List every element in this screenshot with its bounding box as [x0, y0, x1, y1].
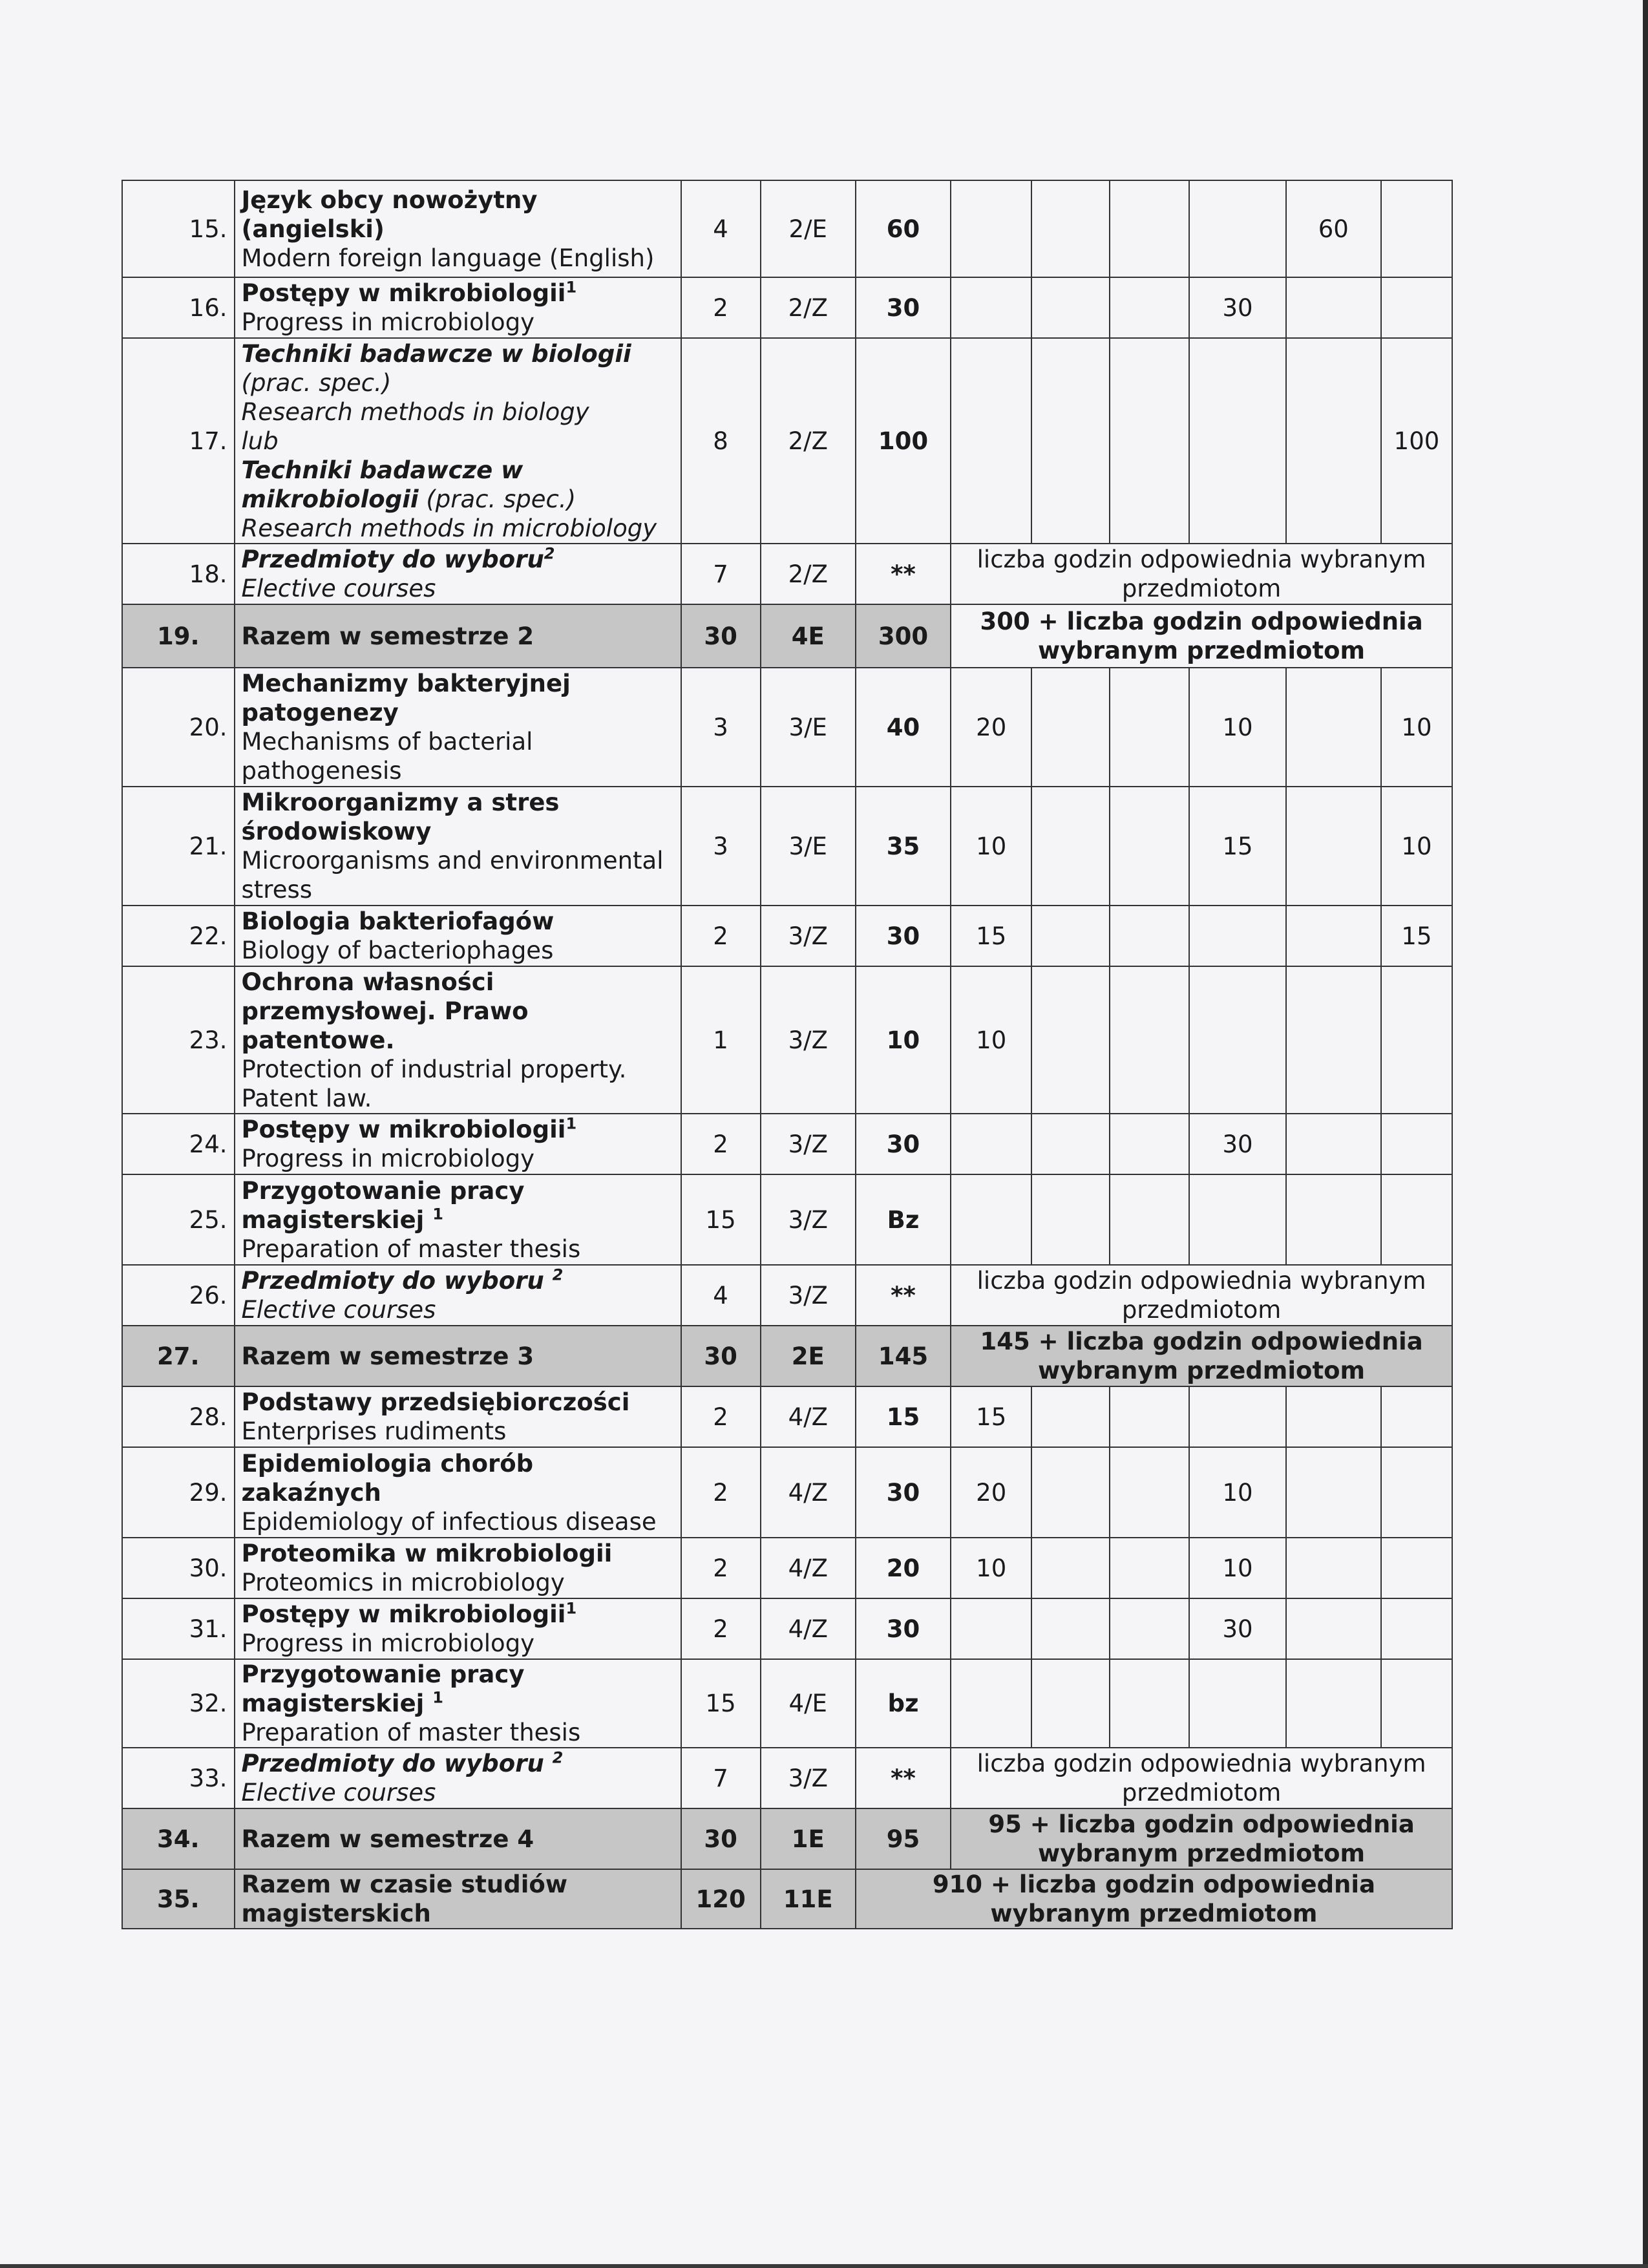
footnote-mark: 1 — [432, 1688, 443, 1707]
footnote-mark: 1 — [565, 1114, 577, 1133]
hours-cell — [1286, 1447, 1381, 1538]
hours-cell — [1031, 277, 1110, 338]
semester-cell: 2/Z — [761, 544, 856, 604]
semester-cell: 1E — [761, 1808, 856, 1869]
table-row — [122, 787, 1452, 906]
total-hours-cell: 30 — [856, 1598, 951, 1659]
hours-cell — [1031, 1114, 1110, 1174]
total-hours-cell: ** — [856, 1265, 951, 1326]
hours-cell — [1031, 787, 1110, 906]
summary-row — [122, 1326, 1452, 1386]
course-name-en-alt: Research methods in microbiology — [241, 514, 657, 542]
hours-cell — [1286, 1174, 1381, 1265]
semester-cell: 3/E — [761, 787, 856, 906]
row-number: 24. — [122, 1114, 235, 1174]
hours-cell — [1110, 1538, 1189, 1598]
row-number: 18. — [122, 544, 235, 604]
course-name-en: Elective courses — [241, 1779, 436, 1807]
course-name-en: Epidemiology of infectious disease — [241, 1507, 657, 1536]
semester-cell: 4/E — [761, 1659, 856, 1748]
row-number: 28. — [122, 1386, 235, 1447]
hours-cell — [1381, 966, 1452, 1114]
hours-cell — [1110, 668, 1189, 787]
total-hours-cell: Bz — [856, 1174, 951, 1265]
course-name-pl: Przygotowanie pracy magisterskiej $^1$ — [241, 1660, 525, 1717]
total-hours-cell: 30 — [856, 1447, 951, 1538]
hours-cell: 15 — [1189, 787, 1285, 906]
semester-cell: 3/Z — [761, 966, 856, 1114]
hours-cell: 30 — [1189, 1114, 1285, 1174]
hours-cell — [1031, 1598, 1110, 1659]
course-name-pl: Język obcy nowożytny (angielski) — [241, 185, 538, 243]
total-hours-cell: 20 — [856, 1538, 951, 1598]
course-name-pl: Mechanizmy bakteryjnej patogenezy — [241, 670, 571, 726]
course-name — [235, 1265, 681, 1326]
table-row — [122, 1538, 1452, 1598]
course-name — [235, 966, 681, 1114]
summary-label: Razem w semestrze 4 — [235, 1808, 681, 1869]
total-hours-cell: 30 — [856, 906, 951, 966]
hours-cell — [1189, 906, 1285, 966]
hours-cell — [951, 1659, 1031, 1748]
footnote-mark: 1 — [565, 1599, 577, 1618]
course-name-pl: Proteomika w mikrobiologii — [241, 1540, 613, 1567]
table-row — [122, 1748, 1452, 1808]
ects-cell: 1 — [681, 966, 761, 1114]
course-name — [235, 1748, 681, 1808]
semester-cell: 3/E — [761, 668, 856, 787]
hours-cell — [1381, 180, 1452, 277]
hours-cell — [1110, 787, 1189, 906]
course-name-pl: Techniki badawcze w biologii — [241, 339, 631, 368]
hours-cell — [1110, 1114, 1189, 1174]
hours-cell — [1110, 906, 1189, 966]
course-name-pl: Ochrona własności przemysłowej. Prawo patentowe. — [241, 968, 529, 1054]
course-name-en: Modern foreign language (English) — [241, 244, 655, 272]
table-row — [122, 1174, 1452, 1265]
row-number: 34. — [122, 1808, 235, 1869]
hours-cell: 30 — [1189, 277, 1285, 338]
row-number: 17. — [122, 338, 235, 544]
course-name-pl: Biologia bakteriofagów — [241, 907, 555, 935]
hours-cell — [951, 277, 1031, 338]
row-number: 22. — [122, 906, 235, 966]
hours-cell — [1286, 277, 1381, 338]
row-number: 23. — [122, 966, 235, 1114]
course-name-pl-alt: Techniki badawcze w mikrobiologii — [241, 456, 523, 513]
row-number: 35. — [122, 1869, 235, 1929]
hours-cell — [1031, 1386, 1110, 1447]
semester-cell: 4/Z — [761, 1386, 856, 1447]
semester-cell: 3/Z — [761, 1748, 856, 1808]
row-number: 31. — [122, 1598, 235, 1659]
hours-cell — [1286, 1659, 1381, 1748]
course-name-en: Protection of industrial property. Patent law. — [241, 1055, 627, 1112]
curriculum-table — [121, 180, 1453, 1929]
hours-cell — [1110, 1174, 1189, 1265]
hours-cell — [1286, 1598, 1381, 1659]
hours-cell: 10 — [951, 1538, 1031, 1598]
summary-label: Razem w semestrze 3 — [235, 1326, 681, 1386]
hours-cell — [1381, 1447, 1452, 1538]
hours-cell — [1381, 1659, 1452, 1748]
course-name-pl: Przygotowanie pracy magisterskiej $^1$ — [241, 1176, 525, 1234]
semester-cell: 2/E — [761, 180, 856, 277]
ects-cell: 120 — [681, 1869, 761, 1929]
table-row — [122, 1386, 1452, 1447]
course-name — [235, 1538, 681, 1598]
hours-cell — [1031, 180, 1110, 277]
hours-cell — [1189, 338, 1285, 544]
hours-cell: 10 — [1381, 668, 1452, 787]
hours-note: 145 + liczba godzin odpowiednia wybranym przedmiotom — [951, 1326, 1452, 1386]
course-name-pl: Przedmioty do wyboru$^2$ — [241, 544, 555, 573]
hours-cell: 10 — [951, 787, 1031, 906]
ects-cell: 4 — [681, 180, 761, 277]
semester-cell: 4E — [761, 604, 856, 668]
row-number: 27. — [122, 1326, 235, 1386]
course-name — [235, 1447, 681, 1538]
or-label: lub — [241, 427, 279, 455]
hours-cell — [1381, 1538, 1452, 1598]
table-row — [122, 544, 1452, 604]
hours-cell — [1286, 1538, 1381, 1598]
row-number: 21. — [122, 787, 235, 906]
hours-cell — [1110, 966, 1189, 1114]
ects-cell: 4 — [681, 1265, 761, 1326]
course-name — [235, 1598, 681, 1659]
footnote-mark: 1 — [432, 1205, 443, 1224]
total-hours-cell: ** — [856, 544, 951, 604]
course-name-pl: Postępy w mikrobiologii$^1$ — [241, 278, 577, 307]
semester-cell: 3/Z — [761, 906, 856, 966]
hours-cell: 100 — [1381, 338, 1452, 544]
row-number: 32. — [122, 1659, 235, 1748]
row-number: 33. — [122, 1748, 235, 1808]
ects-cell: 15 — [681, 1174, 761, 1265]
hours-cell — [1110, 1659, 1189, 1748]
total-hours-cell: 300 — [856, 604, 951, 668]
semester-cell: 4/Z — [761, 1598, 856, 1659]
ects-cell: 30 — [681, 1808, 761, 1869]
summary-label: Razem w czasie studiów magisterskich — [235, 1869, 681, 1929]
hours-cell — [1381, 1386, 1452, 1447]
hours-cell — [1031, 966, 1110, 1114]
total-hours-cell: 40 — [856, 668, 951, 787]
hours-cell — [1286, 787, 1381, 906]
total-hours-cell: 145 — [856, 1326, 951, 1386]
total-hours-cell: ** — [856, 1748, 951, 1808]
row-number: 29. — [122, 1447, 235, 1538]
hours-note: liczba godzin odpowiednia wybranym przedmiotom — [951, 1748, 1452, 1808]
hours-cell: 60 — [1286, 180, 1381, 277]
hours-cell — [1031, 906, 1110, 966]
hours-cell: 10 — [1189, 1538, 1285, 1598]
hours-cell — [1381, 1174, 1452, 1265]
hours-cell — [1189, 1386, 1285, 1447]
table-row — [122, 1598, 1452, 1659]
hours-cell — [951, 1114, 1031, 1174]
course-name — [235, 1659, 681, 1748]
course-name-pl: Podstawy przedsiębiorczości — [241, 1388, 630, 1416]
total-hours-cell: 15 — [856, 1386, 951, 1447]
total-hours-cell: 30 — [856, 277, 951, 338]
total-hours-cell: 60 — [856, 180, 951, 277]
row-number: 26. — [122, 1265, 235, 1326]
ects-cell: 2 — [681, 1538, 761, 1598]
footnote-mark: 2 — [552, 1748, 564, 1767]
course-name-en: Microorganisms and environmental stress — [241, 847, 664, 904]
hours-cell: 20 — [951, 668, 1031, 787]
course-name-en: Progress in microbiology — [241, 308, 535, 336]
hours-cell — [1110, 338, 1189, 544]
hours-cell — [1110, 1447, 1189, 1538]
hours-cell — [1110, 1386, 1189, 1447]
semester-cell: 3/Z — [761, 1114, 856, 1174]
hours-cell — [1286, 966, 1381, 1114]
table-row — [122, 668, 1452, 787]
course-name-pl: Mikroorganizmy a stres środowiskowy — [241, 789, 560, 845]
course-name-en: Enterprises rudiments — [241, 1417, 507, 1445]
hours-cell — [1110, 1598, 1189, 1659]
table-row — [122, 906, 1452, 966]
ects-cell: 8 — [681, 338, 761, 544]
hours-cell: 10 — [951, 966, 1031, 1114]
ects-cell: 2 — [681, 906, 761, 966]
hours-cell — [1031, 1659, 1110, 1748]
total-hours-cell: 95 — [856, 1808, 951, 1869]
course-type-note: (prac. spec.) — [241, 368, 392, 397]
course-name — [235, 1174, 681, 1265]
semester-cell: 2/Z — [761, 338, 856, 544]
ects-cell: 3 — [681, 787, 761, 906]
total-hours-cell: 10 — [856, 966, 951, 1114]
course-name-pl: Postępy w mikrobiologii$^1$ — [241, 1599, 577, 1628]
hours-cell — [1286, 1114, 1381, 1174]
summary-row — [122, 1808, 1452, 1869]
semester-cell: 2/Z — [761, 277, 856, 338]
hours-cell — [951, 1598, 1031, 1659]
course-name — [235, 906, 681, 966]
ects-cell: 3 — [681, 668, 761, 787]
hours-cell — [1286, 906, 1381, 966]
ects-cell: 30 — [681, 1326, 761, 1386]
summary-row — [122, 604, 1452, 668]
course-name-en: Biology of bacteriophages — [241, 937, 554, 964]
semester-cell: 4/Z — [761, 1538, 856, 1598]
course-name — [235, 338, 681, 544]
table-row — [122, 180, 1452, 277]
hours-cell: 15 — [951, 1386, 1031, 1447]
course-name — [235, 277, 681, 338]
table-row — [122, 1659, 1452, 1748]
total-hours-cell: 100 — [856, 338, 951, 544]
course-name-en: Progress in microbiology — [241, 1145, 535, 1172]
ects-cell: 2 — [681, 1386, 761, 1447]
hours-cell: 20 — [951, 1447, 1031, 1538]
course-name-en: Progress in microbiology — [241, 1629, 535, 1657]
hours-cell: 15 — [951, 906, 1031, 966]
hours-cell — [951, 1174, 1031, 1265]
hours-cell — [1286, 1386, 1381, 1447]
hours-cell — [1110, 180, 1189, 277]
row-number: 20. — [122, 668, 235, 787]
hours-cell — [1031, 1538, 1110, 1598]
course-name-pl: Przedmioty do wyboru $^2$ — [241, 1266, 564, 1295]
hours-cell — [1110, 277, 1189, 338]
course-name — [235, 180, 681, 277]
hours-note: 910 + liczba godzin odpowiednia wybranym przedmiotom — [856, 1869, 1452, 1929]
hours-cell — [1286, 668, 1381, 787]
hours-cell: 30 — [1189, 1598, 1285, 1659]
ects-cell: 2 — [681, 1598, 761, 1659]
hours-note: liczba godzin odpowiednia wybranym przedmiotom — [951, 1265, 1452, 1326]
course-type-note-alt: (prac. spec.) — [426, 485, 576, 513]
ects-cell: 7 — [681, 544, 761, 604]
row-number: 16. — [122, 277, 235, 338]
hours-cell — [1381, 277, 1452, 338]
total-hours-cell: 35 — [856, 787, 951, 906]
hours-cell — [1031, 338, 1110, 544]
scan-edge-right — [1643, 0, 1648, 2268]
course-name-pl: Epidemiologia chorób zakaźnych — [241, 1449, 534, 1507]
course-name — [235, 668, 681, 787]
hours-cell: 10 — [1189, 1447, 1285, 1538]
row-number: 30. — [122, 1538, 235, 1598]
course-name — [235, 1114, 681, 1174]
course-name-en: Elective courses — [241, 575, 436, 602]
semester-cell: 3/Z — [761, 1174, 856, 1265]
hours-cell — [1031, 1174, 1110, 1265]
row-number: 25. — [122, 1174, 235, 1265]
footnote-mark: 1 — [565, 278, 577, 297]
total-hours-cell: 30 — [856, 1114, 951, 1174]
course-name-en: Preparation of master thesis — [241, 1719, 581, 1746]
hours-cell — [1031, 668, 1110, 787]
hours-cell: 15 — [1381, 906, 1452, 966]
hours-cell — [1381, 1598, 1452, 1659]
hours-cell — [1189, 1174, 1285, 1265]
table-row — [122, 1447, 1452, 1538]
summary-row — [122, 1869, 1452, 1929]
hours-cell — [1189, 966, 1285, 1114]
hours-cell — [1189, 180, 1285, 277]
table-row — [122, 277, 1452, 338]
hours-note: 300 + liczba godzin odpowiednia wybranym przedmiotom — [951, 604, 1452, 668]
semester-cell: 3/Z — [761, 1265, 856, 1326]
hours-cell — [951, 180, 1031, 277]
hours-cell — [1286, 338, 1381, 544]
ects-cell: 2 — [681, 1447, 761, 1538]
table-row — [122, 966, 1452, 1114]
row-number: 19. — [122, 604, 235, 668]
course-name-en: Research methods in biology — [241, 397, 589, 426]
ects-cell: 2 — [681, 1114, 761, 1174]
ects-cell: 2 — [681, 277, 761, 338]
ects-cell: 15 — [681, 1659, 761, 1748]
course-name — [235, 544, 681, 604]
ects-cell: 30 — [681, 604, 761, 668]
course-name-pl: Przedmioty do wyboru $^2$ — [241, 1748, 564, 1777]
footnote-mark: 2 — [544, 544, 555, 563]
course-name-en: Mechanisms of bacterial pathogenesis — [241, 728, 533, 785]
scan-edge-bottom — [0, 2264, 1648, 2268]
table-row — [122, 338, 1452, 544]
semester-cell: 4/Z — [761, 1447, 856, 1538]
hours-cell — [1031, 1447, 1110, 1538]
course-name-en: Preparation of master thesis — [241, 1235, 581, 1263]
hours-cell — [1189, 1659, 1285, 1748]
course-name-pl: Postępy w mikrobiologii$^1$ — [241, 1114, 577, 1143]
hours-cell — [951, 338, 1031, 544]
course-name — [235, 787, 681, 906]
footnote-mark: 2 — [552, 1266, 564, 1284]
row-number: 15. — [122, 180, 235, 277]
ects-cell: 7 — [681, 1748, 761, 1808]
semester-cell: 2E — [761, 1326, 856, 1386]
total-hours-cell: bz — [856, 1659, 951, 1748]
table-row — [122, 1265, 1452, 1326]
hours-cell — [1381, 1114, 1452, 1174]
course-name-en: Elective courses — [241, 1296, 436, 1324]
hours-cell: 10 — [1189, 668, 1285, 787]
course-name — [235, 1386, 681, 1447]
table-row — [122, 1114, 1452, 1174]
hours-cell: 10 — [1381, 787, 1452, 906]
hours-note: liczba godzin odpowiednia wybranym przedmiotom — [951, 544, 1452, 604]
hours-note: 95 + liczba godzin odpowiednia wybranym przedmiotom — [951, 1808, 1452, 1869]
semester-cell: 11E — [761, 1869, 856, 1929]
course-name-en: Proteomics in microbiology — [241, 1569, 565, 1596]
summary-label: Razem w semestrze 2 — [235, 604, 681, 668]
